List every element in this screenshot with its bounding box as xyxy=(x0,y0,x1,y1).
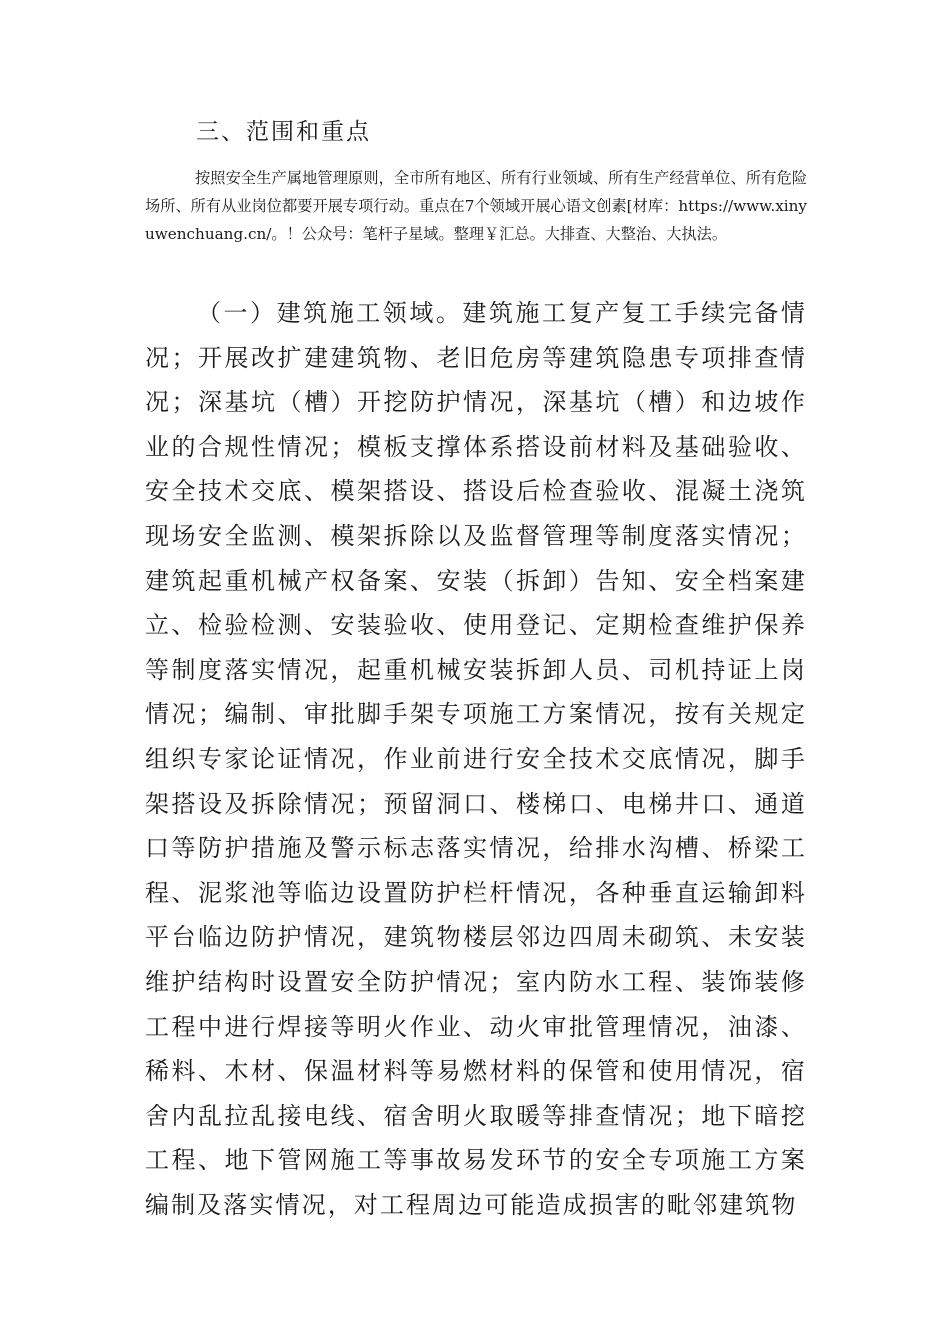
intro-paragraph: 按照安全生产属地管理原则，全市所有地区、所有行业领域、所有生产经营单位、所有危险场所、所有从业岗位都要开展专项行动。重点在7个领域开展心语文创素[材库：https://www.xinyuwenchuang.cn/。！公众号：笔杆子星域。整理￥汇总。大排查、大整治、大执法。 xyxy=(145,169,807,243)
section-heading: 三、范围和重点 xyxy=(196,119,371,145)
construction-field-paragraph: （一）建筑施工领域。建筑施工复产复工手续完备情况；开展改扩建建筑物、老旧危房等建筑隐患专项排查情况；深基坑（槽）开挖防护情况，深基坑（槽）和边坡作业的合规性情况；模板支撑体系搭设前材料及基础验收、安全技术交底、模架搭设、搭设后检查验收、混凝土浇筑现场安全监测、模架拆除以及监督管理等制度落实情况；建筑起重机械产权备案、安装（拆卸）告知、安全档案建立、检验检测、安装验收、使用登记、定期检查维护保养等制度落实情况，起重机械安装拆卸人员、司机持证上岗情况；编制、审批脚手架专项施工方案情况，按有关规定组织专家论证情况，作业前进行安全技术交底情况，脚手架搭设及拆除情况；预留洞口、楼梯口、电梯井口、通道口等防护措施及警示标志落实情况，给排水沟槽、桥梁工程、泥浆池等临边设置防护栏杆情况，各种垂直运输卸料平台临边防护情况，建筑物楼层邻边四周未砌筑、未安装维护结构时设置安全防护情况；室内防水工程、装饰装修工程中进行焊接等明火作业、动火审批管理情况，油漆、稀料、木材、保温材料等易燃材料的保管和使用情况，宿舍内乱拉乱接电线、宿舍明火取暖等排查情况；地下暗挖工程、地下管网施工等事故易发环节的安全专项施工方案编制及落实情况，对工程周边可能造成损害的毗邻建筑物 xyxy=(145,299,807,1219)
